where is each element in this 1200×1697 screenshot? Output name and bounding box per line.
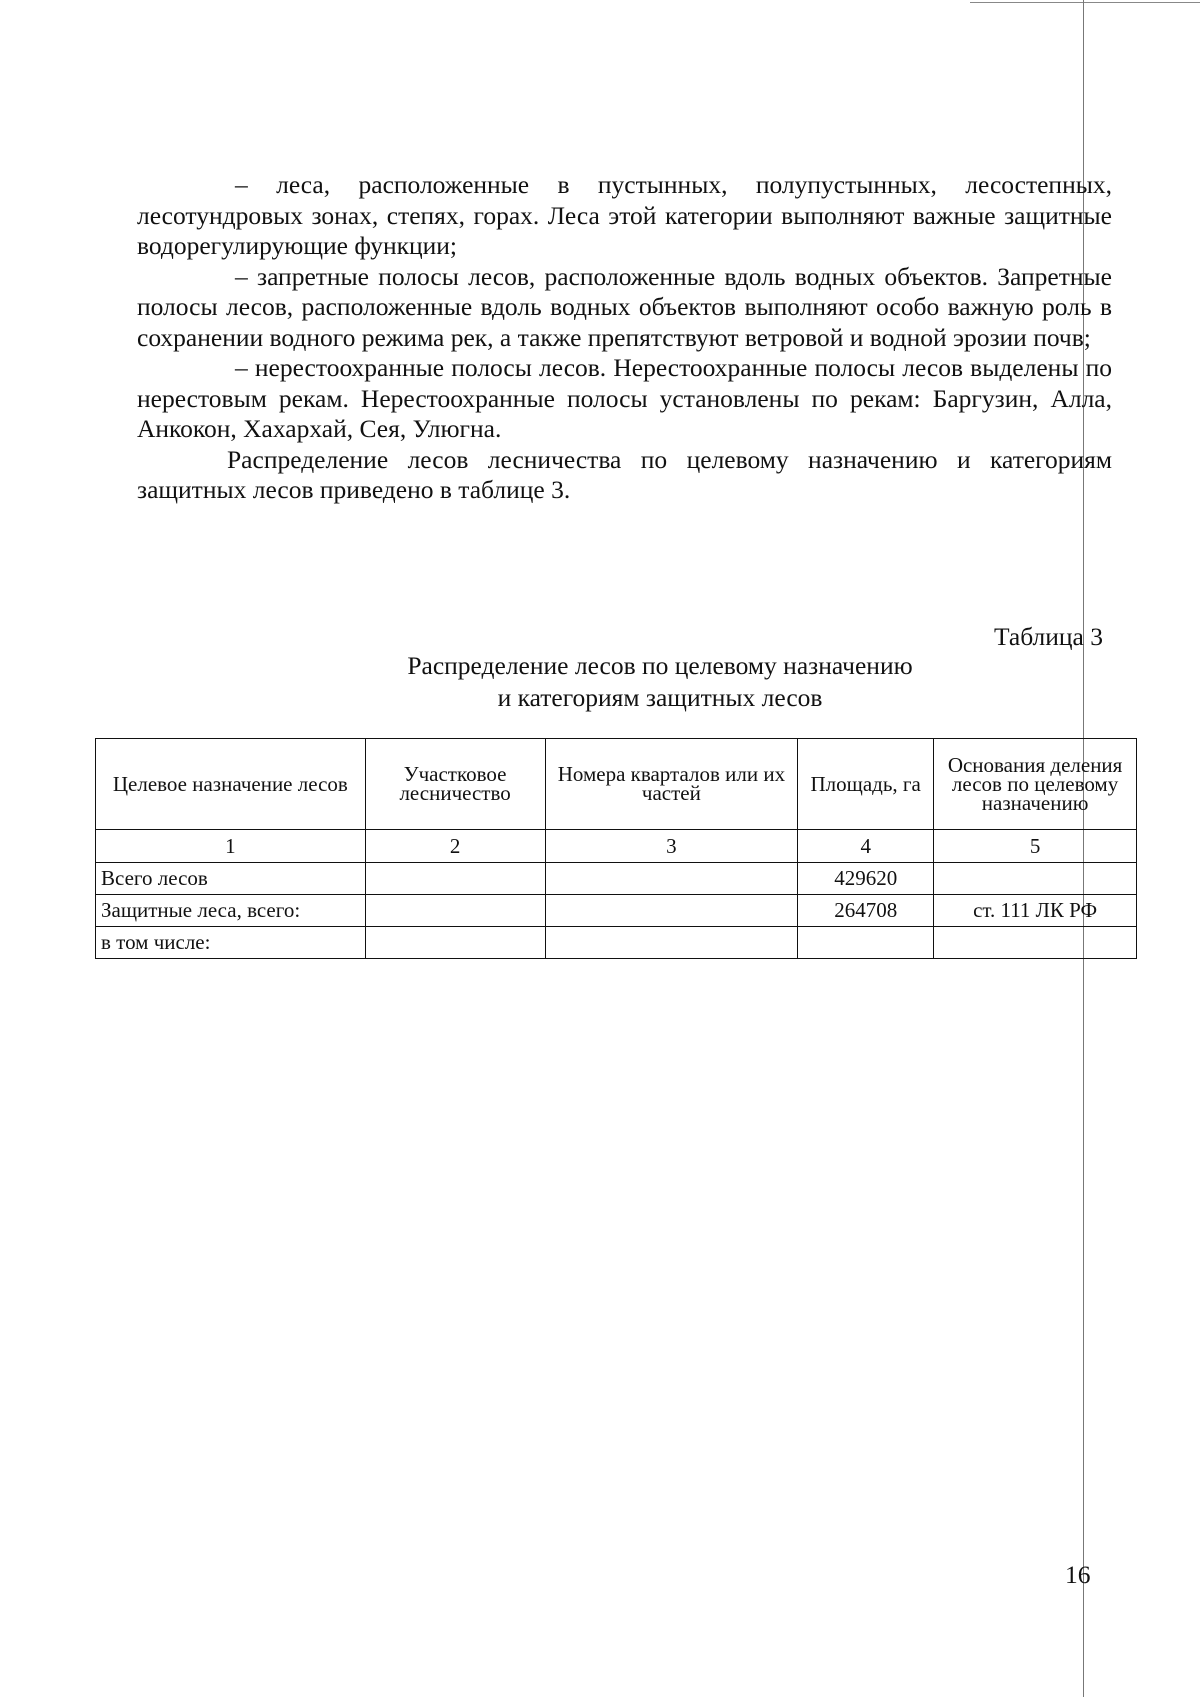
paragraph-distribution: Распределение лесов лесничества по целевому назначению и категориям защитных лесов приведено в таблице 3.: [137, 444, 1112, 504]
table-row: [96, 895, 1137, 927]
forest-distribution-table: [95, 738, 1137, 959]
cell-basis: ст. 111 ЛК РФ: [934, 895, 1137, 927]
table-title-line-2: и категориям защитных лесов: [497, 683, 823, 712]
table-title-line-1: Распределение лесов по целевому назначению: [407, 651, 913, 680]
table-header-row: [96, 739, 1137, 830]
header-purpose: Целевое назначение лесов: [96, 739, 366, 830]
paragraph-spawning-strips: – нерестоохранные полосы лесов. Нерестоохранные полосы лесов выделены по нерестовым рекам. Нерестоохранные полосы установлены по рекам: Баргузин, Алла, Анкокон, Хахархай, Сея, Улюгна.: [137, 353, 1112, 443]
table-title: [250, 650, 1070, 714]
cell-district: [365, 927, 545, 959]
cell-basis: [934, 863, 1137, 895]
cell-quarters: [545, 895, 798, 927]
cell-district: [365, 863, 545, 895]
cell-purpose: Всего лесов: [96, 863, 366, 895]
column-number: 2: [365, 830, 545, 863]
column-number: 4: [798, 830, 934, 863]
cell-quarters: [545, 927, 798, 959]
table-row: [96, 927, 1137, 959]
cell-basis: [934, 927, 1137, 959]
cell-area: 429620: [798, 863, 934, 895]
cell-purpose: Защитные леса, всего:: [96, 895, 366, 927]
cell-purpose: в том числе:: [96, 927, 366, 959]
paragraph-forbidden-strips: – запретные полосы лесов, расположенные вдоль водных объектов. Запретные полосы лесов, расположенные вдоль водных объектов выполняют особо важную роль в сохранении водного режима рек, а также препятствуют ветровой и водной эрозии почв;: [137, 261, 1112, 352]
column-number: 3: [545, 830, 798, 863]
paragraph-forests-deserts: – леса, расположенные в пустынных, полупустынных, лесостепных, лесотундровых зонах, степях, горах. Леса этой категории выполняют важные защитные водорегулирующие функции;: [137, 170, 1112, 260]
column-number: 1: [96, 830, 366, 863]
cell-quarters: [545, 863, 798, 895]
header-area: Площадь, га: [798, 739, 934, 830]
cell-area: [798, 927, 934, 959]
page-number: 16: [1065, 1560, 1091, 1589]
table-row: [96, 863, 1137, 895]
header-district: Участковое лесничество: [365, 739, 545, 830]
scan-edge-line: [970, 2, 1200, 3]
table-column-number-row: [96, 830, 1137, 863]
header-basis: Основания деления лесов по целевому назначению: [934, 739, 1137, 830]
header-quarters: Номера кварталов или их частей: [545, 739, 798, 830]
table-label: Таблица 3: [993, 622, 1103, 651]
cell-district: [365, 895, 545, 927]
body-text: [137, 170, 1112, 506]
cell-area: 264708: [798, 895, 934, 927]
column-number: 5: [934, 830, 1137, 863]
